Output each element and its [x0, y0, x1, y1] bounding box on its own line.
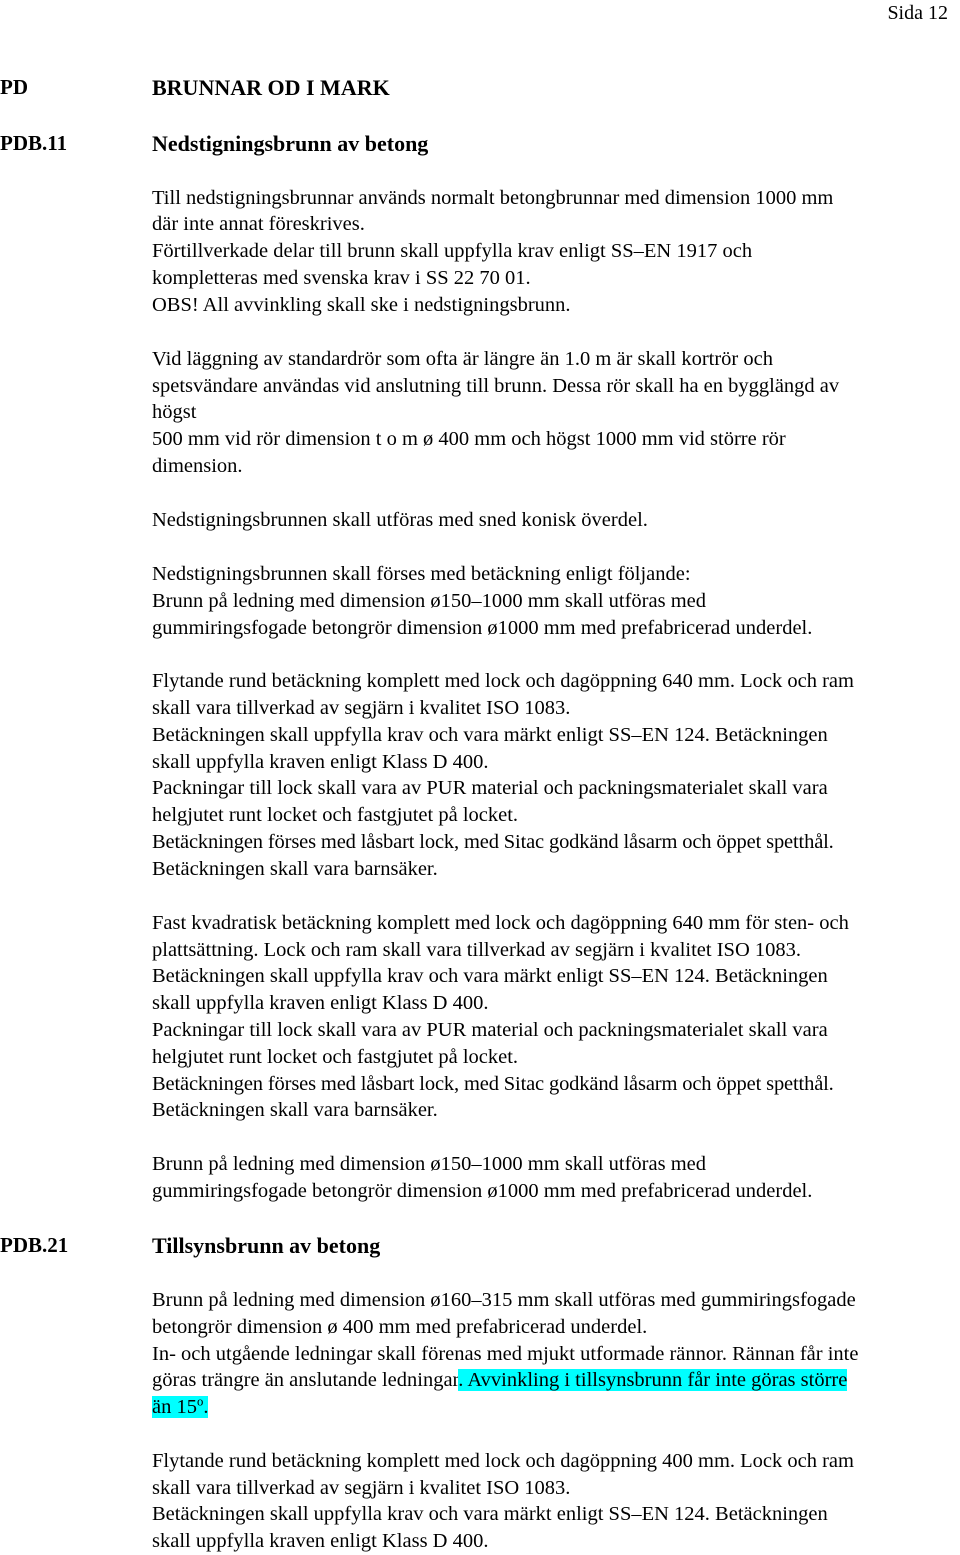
text-line: Betäckningen skall uppfylla krav och vara märkt enligt SS–EN 124. Betäckningen	[152, 1503, 828, 1525]
highlighted-text: . Avvinkling i tillsynsbrunn får inte göras större	[458, 1369, 848, 1391]
text-line: Betäckningen skall vara barnsäker.	[152, 858, 438, 880]
text-line: där inte annat föreskrives.	[152, 213, 365, 235]
text-line: skall uppfylla kraven enligt Klass D 400.	[152, 1530, 489, 1552]
text-line: Flytande rund betäckning komplett med lock och dagöppning 640 mm. Lock och ram	[152, 670, 854, 692]
text-line: betongrör dimension ø 400 mm med prefabricerad underdel.	[152, 1316, 648, 1338]
text-line: 500 mm vid rör dimension t o m ø 400 mm och högst 1000 mm vid större rör	[152, 428, 786, 450]
highlighted-text-period: .	[203, 1396, 209, 1418]
text-line: gummiringsfogade betongrör dimension ø1000 mm med prefabricerad underdel.	[152, 617, 813, 639]
text-line: helgjutet runt locket och fastgjutet på locket.	[152, 804, 519, 826]
text-line: OBS! All avvinkling skall ske i nedstigningsbrunn.	[152, 294, 571, 316]
text-line: Förtillverkade delar till brunn skall uppfylla krav enligt SS–EN 1917 och	[152, 240, 753, 262]
text-segment: göras trängre än anslutande ledningar	[152, 1369, 459, 1391]
text-line: Brunn på ledning med dimension ø150–1000 mm skall utföras med	[152, 590, 707, 612]
text-line: skall uppfylla kraven enligt Klass D 400.	[152, 992, 489, 1014]
text-line: Brunn på ledning med dimension ø150–1000 mm skall utföras med	[152, 1153, 707, 1175]
text-line: Packningar till lock skall vara av PUR material och packningsmaterialet skall vara	[152, 1019, 828, 1041]
text-line: Flytande rund betäckning komplett med lock och dagöppning 400 mm. Lock och ram	[152, 1450, 854, 1472]
text-line: Betäckningen skall uppfylla krav och vara märkt enligt SS–EN 124. Betäckningen	[152, 965, 828, 987]
text-line: skall uppfylla kraven enligt Klass D 400.	[152, 751, 489, 773]
text-line: dimension.	[152, 455, 243, 477]
text-line: Fast kvadratisk betäckning komplett med lock och dagöppning 640 mm för sten- och	[152, 912, 849, 934]
highlighted-line	[152, 1394, 208, 1421]
text-line: Nedstigningsbrunnen skall utföras med sned konisk överdel.	[152, 509, 648, 531]
subsection-code-pdb11: PDB.11	[0, 131, 68, 155]
text-line: Packningar till lock skall vara av PUR material och packningsmaterialet skall vara	[152, 777, 828, 799]
text-line: skall vara tillverkad av segjärn i kvalitet ISO 1083.	[152, 1477, 571, 1499]
highlighted-text	[152, 1396, 208, 1418]
text-line: Betäckningen skall vara barnsäker.	[152, 1099, 438, 1121]
subsection-code-pdb21: PDB.21	[0, 1233, 69, 1257]
text-line: Betäckningen förses med låsbart lock, med Sitac godkänd låsarm och öppet spetthål.	[152, 831, 834, 853]
text-line: Brunn på ledning med dimension ø160–315 mm skall utföras med gummiringsfogade	[152, 1289, 856, 1311]
highlighted-text-segment: än 15	[152, 1396, 197, 1418]
text-line: Nedstigningsbrunnen skall förses med betäckning enligt följande:	[152, 563, 691, 585]
text-line: högst	[152, 401, 197, 423]
subsection-title-pdb11: Nedstigningsbrunn av betong	[152, 131, 429, 156]
text-line: Betäckningen förses med låsbart lock, med Sitac godkänd låsarm och öppet spetthål.	[152, 1073, 834, 1095]
highlighted-line	[152, 1367, 847, 1394]
text-line: Betäckningen skall uppfylla krav och vara märkt enligt SS–EN 124. Betäckningen	[152, 724, 828, 746]
text-line: kompletteras med svenska krav i SS 22 70 01.	[152, 267, 531, 289]
text-line: skall vara tillverkad av segjärn i kvalitet ISO 1083.	[152, 697, 571, 719]
section-title: BRUNNAR OD I MARK	[152, 75, 390, 100]
subsection-title-pdb21: Tillsynsbrunn av betong	[152, 1233, 381, 1258]
text-line: helgjutet runt locket och fastgjutet på locket.	[152, 1046, 519, 1068]
text-line: gummiringsfogade betongrör dimension ø1000 mm med prefabricerad underdel.	[152, 1180, 813, 1202]
text-line: Till nedstigningsbrunnar används normalt betongbrunnar med dimension 1000 mm	[152, 187, 834, 209]
page-number: Sida 12	[887, 2, 948, 24]
text-line: Vid läggning av standardrör som ofta är längre än 1.0 m är skall kortrör och	[152, 348, 773, 370]
text-line: In- och utgående ledningar skall förenas med mjukt utformade rännor. Rännan får inte	[152, 1343, 859, 1365]
text-line: plattsättning. Lock och ram skall vara tillverkad av segjärn i kvalitet ISO 1083.	[152, 939, 801, 961]
text-line: spetsvändare användas vid anslutning till brunn. Dessa rör skall ha en bygglängd av	[152, 375, 840, 397]
degree-superscript: o	[196, 1394, 204, 1409]
section-code: PD	[0, 75, 28, 99]
